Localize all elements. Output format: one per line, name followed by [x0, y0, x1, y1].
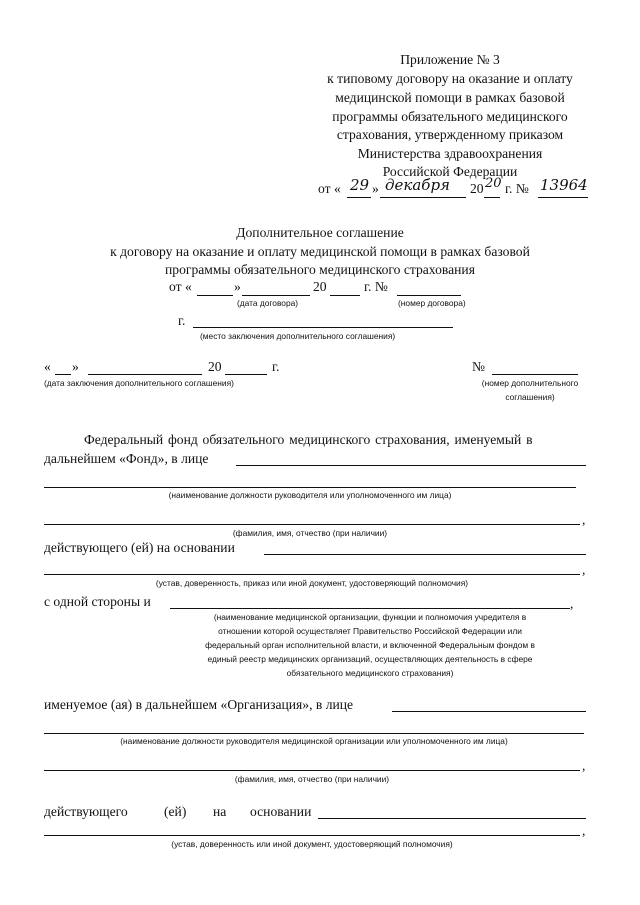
caption-fio: (фамилия, имя, отчество (при наличии)	[234, 774, 390, 784]
acting-word: основании	[250, 804, 312, 819]
contract-month-field[interactable]	[242, 295, 310, 296]
fund-paragraph: Федеральный фонд обязательного медицинского страхования, именуемый в	[84, 432, 533, 447]
close-quote: »	[72, 359, 79, 374]
contract-year-field[interactable]	[330, 295, 360, 296]
caption-organization: единый реестр медицинских организаций, осуществляющих деятельность в сфере	[207, 654, 533, 664]
agreement-subtitle: программы обязательного медицинского страхования	[165, 262, 475, 277]
org-basis-field-2[interactable]	[44, 835, 580, 836]
city-label: г.	[178, 313, 186, 328]
caption-contract-date: (дата договора)	[237, 298, 299, 308]
month-underline	[380, 197, 466, 198]
appendix-line: программы обязательного медицинского	[332, 109, 568, 124]
org-position-field[interactable]	[44, 733, 584, 734]
place-field[interactable]	[193, 327, 453, 328]
appendix-date-prefix: от «	[318, 181, 341, 196]
comma: ,	[582, 512, 586, 527]
agreement-year-field[interactable]	[225, 374, 267, 375]
org-fio-field[interactable]	[44, 770, 580, 771]
acting-word: (ей)	[164, 804, 187, 819]
caption-basis: (устав, доверенность или иной документ, удостоверяющий полномочия)	[171, 839, 453, 849]
agreement-month-field[interactable]	[88, 374, 202, 375]
fund-basis-field-2[interactable]	[44, 574, 580, 575]
caption-contract-number: (номер договора)	[398, 298, 466, 308]
caption-organization: отношении которой осуществляет Правительство Российской Федерации или	[218, 626, 522, 636]
number-underline	[538, 197, 588, 198]
appendix-line: к типовому договору на оказание и оплату	[327, 71, 573, 86]
handwritten-day: 29	[350, 176, 370, 194]
caption-organization: обязательного медицинского страхования)	[286, 668, 454, 678]
caption-agreement-date: (дата заключения дополнительного соглашения)	[44, 378, 234, 388]
contract-number-label: г. №	[364, 279, 388, 294]
appendix-line: Российской Федерации	[382, 164, 518, 179]
fund-position-field[interactable]	[44, 487, 576, 488]
caption-position: (наименование должности руководителя или уполномоченного им лица)	[168, 490, 452, 500]
contract-day-field[interactable]	[197, 295, 233, 296]
agreement-subtitle: к договору на оказание и оплату медицинской помощи в рамках базовой	[110, 244, 530, 259]
fund-fio-field[interactable]	[44, 524, 580, 525]
appendix-number-label: г. №	[505, 181, 529, 196]
fund-representative-field[interactable]	[236, 465, 586, 466]
org-representative-field[interactable]	[392, 711, 586, 712]
year-underline	[484, 197, 500, 198]
day-underline	[347, 197, 371, 198]
caption-place: (место заключения дополнительного соглашения)	[200, 331, 396, 341]
handwritten-number: 13964	[540, 176, 588, 194]
acting-word: действующего	[44, 804, 128, 819]
caption-org-position: (наименование должности руководителя медицинской организации или уполномоченного им лица)	[120, 736, 508, 746]
number-sign: №	[472, 359, 485, 374]
comma: ,	[582, 562, 586, 577]
year-prefix: 20	[470, 181, 484, 196]
open-quote: «	[44, 359, 51, 374]
agreement-day-field[interactable]	[55, 374, 71, 375]
caption-agreement-number: соглашения)	[505, 392, 555, 402]
fund-paragraph-cont: дальнейшем «Фонд», в лице	[44, 451, 209, 466]
appendix-line: медицинской помощи в рамках базовой	[335, 90, 565, 105]
comma: ,	[570, 596, 574, 611]
caption-fio: (фамилия, имя, отчество (при наличии)	[232, 528, 388, 538]
caption-organization: (наименование медицинской организации, функции и полномочия учредителя в	[213, 612, 527, 622]
agreement-title: Дополнительное соглашение	[236, 225, 404, 240]
fund-basis-field[interactable]	[264, 554, 586, 555]
year-prefix: 20	[208, 359, 222, 374]
one-side-label: с одной стороны и	[44, 594, 151, 609]
named-organization-label: именуемое (ая) в дальнейшем «Организация», в лице	[44, 697, 354, 712]
acting-basis-label: действующего (ей) на основании	[44, 540, 235, 555]
handwritten-month: декабря	[385, 176, 450, 194]
organization-field[interactable]	[170, 608, 570, 609]
year-suffix: г.	[272, 359, 280, 374]
appendix-line: страхования, утвержденному приказом	[336, 127, 564, 142]
contract-from: от «	[169, 279, 192, 294]
caption-organization: федеральный орган исполнительной власти, и включенной Федеральным фондом в	[205, 640, 535, 650]
comma: ,	[582, 758, 586, 773]
handwritten-year: 20	[485, 176, 502, 191]
appendix-line: Министерства здравоохранения	[357, 146, 543, 161]
quote-close: »	[372, 181, 379, 196]
agreement-number-field[interactable]	[492, 374, 578, 375]
org-basis-field[interactable]	[318, 818, 586, 819]
comma: ,	[582, 823, 586, 838]
caption-basis: (устав, доверенность, приказ или иной документ, удостоверяющий полномочия)	[155, 578, 469, 588]
acting-word: на	[213, 804, 227, 819]
quote-close: »	[234, 279, 241, 294]
year-prefix: 20	[313, 279, 327, 294]
appendix-number: Приложение № 3	[400, 52, 500, 67]
contract-number-field[interactable]	[397, 295, 461, 296]
caption-agreement-number: (номер дополнительного	[481, 378, 579, 388]
